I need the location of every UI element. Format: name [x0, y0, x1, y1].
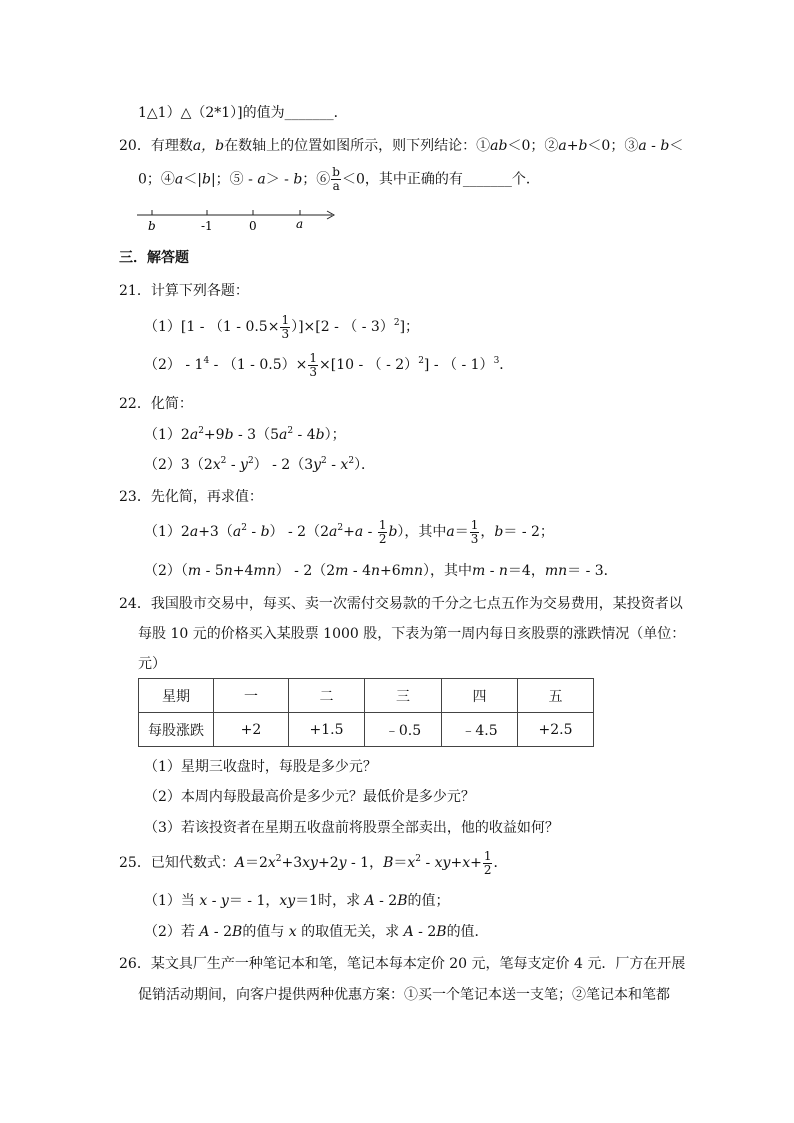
t: ＝4， — [507, 563, 545, 579]
v-a: a — [189, 524, 199, 540]
t: ），其中 — [422, 563, 472, 579]
v-a: a — [328, 524, 338, 540]
exponent: 2 — [241, 523, 247, 533]
v: A — [364, 893, 375, 909]
q21-text: ]； — [399, 319, 420, 335]
q22-part2 — [144, 455, 375, 475]
t: ＝ - 2； — [503, 524, 554, 540]
q20-text: ＜0；② — [507, 138, 559, 154]
v: m — [335, 563, 349, 579]
q20-var: a — [638, 138, 647, 154]
label-zero: 0 — [249, 219, 257, 233]
q19-text: 1△1）△（2*1）]的值为 — [138, 105, 285, 121]
q20-var: a — [257, 171, 266, 188]
q20-var: b — [293, 171, 303, 188]
v: x — [407, 855, 416, 871]
q20-var: a — [174, 171, 184, 188]
t: 的值． — [446, 924, 489, 940]
section-heading: 三．解答题 — [119, 250, 189, 266]
q21-text: - （1 - 0.5）× — [209, 357, 308, 373]
frac-den: 2 — [483, 862, 492, 877]
t: - 1， — [346, 855, 384, 871]
v: B — [383, 855, 394, 871]
v: x — [340, 457, 349, 473]
q21-frac1 — [280, 314, 290, 341]
v: A — [234, 855, 245, 871]
q20-var: ab — [490, 138, 508, 154]
label-a: a — [296, 217, 304, 231]
v-a: a — [354, 524, 364, 540]
q21-text: ． — [499, 357, 514, 373]
v: m — [187, 563, 202, 579]
number-line — [135, 202, 345, 242]
label-neg1: -1 — [201, 219, 213, 233]
q20-line1 — [119, 136, 683, 156]
q19-end: ． — [333, 105, 348, 121]
t: - — [485, 563, 499, 579]
exponent: 2 — [348, 456, 355, 466]
t: +9 — [203, 427, 225, 443]
t: 的值； — [407, 893, 450, 909]
t: - 2 — [209, 924, 233, 940]
q20-line2 — [138, 166, 540, 193]
t: - 2 — [374, 893, 398, 909]
v: a — [278, 427, 288, 443]
t: ） - 2（3 — [253, 457, 314, 473]
table-cell: ﹣0.5 — [365, 713, 442, 747]
v: A — [403, 924, 414, 940]
t: ， — [480, 524, 495, 540]
t: - — [226, 457, 241, 473]
v-b: b — [260, 524, 270, 540]
q24-sub3: （3）若该投资者在星期五收盘前将股票全部卖出，他的收益如何？ — [144, 820, 559, 836]
v: a — [189, 427, 199, 443]
t: ） - 2（2 — [269, 524, 329, 540]
q24-line2: 每股 10 元的价格买入某股票 1000 股，下表为第一周内每日亥股票的涨跌情况（单位： — [138, 626, 686, 642]
q20-number: 20． — [119, 138, 151, 154]
frac-num: 1 — [378, 517, 387, 532]
t: 的取值无关，求 — [296, 924, 404, 940]
frac-den: 3 — [470, 531, 479, 546]
t: +3 — [281, 855, 303, 871]
frac-num: 1 — [483, 848, 492, 863]
t: - 3（5 — [233, 427, 279, 443]
frac-num: 1 — [470, 517, 479, 532]
v: n — [498, 563, 508, 579]
t: - — [326, 457, 341, 473]
q24-sub2: （2）本周内每股最高价是多少元？最低价是多少元？ — [144, 789, 475, 805]
label-b: b — [148, 219, 156, 233]
t: +3（ — [198, 524, 233, 540]
t: ． — [493, 855, 508, 871]
q19-line — [138, 103, 348, 123]
v: b — [224, 427, 234, 443]
t: （2）若 — [144, 924, 200, 940]
q21-part2 — [144, 350, 513, 380]
table-cell: ﹣4.5 — [442, 713, 518, 747]
q24-sub1: （1）星期三收盘时，每股是多少元？ — [144, 759, 377, 775]
v-b: b — [494, 524, 504, 540]
q20-text: ＜0，其中正确的有 — [341, 171, 463, 188]
v: n — [223, 563, 233, 579]
q20-text: |；⑤ - — [210, 171, 258, 188]
t: ＝ - 3． — [567, 563, 618, 579]
t: ）． — [354, 457, 376, 473]
v: x — [288, 924, 297, 940]
q25-frac — [483, 850, 493, 877]
exponent: 2 — [220, 456, 227, 466]
v: mn — [544, 563, 568, 579]
q21-text: ×[10 - （ - 2） — [319, 357, 419, 373]
t: ），其中 — [397, 524, 447, 540]
v: xy — [279, 893, 296, 909]
table-row — [139, 713, 594, 747]
exponent: 2 — [287, 426, 294, 436]
t: - — [207, 893, 221, 909]
q23-frac2 — [470, 519, 480, 546]
t: + — [343, 524, 355, 540]
table-cell: +2.5 — [518, 713, 594, 747]
frac-den: 3 — [281, 326, 290, 341]
q24-line1: 24．我国股市交易中，每买、卖一次需付交易款的千分之七点五作为交易费用，某投资者以 — [119, 596, 683, 612]
q26-line2: 促销活动期间，向客户提供两种优惠方案：①买一个笔记本送一支笔；②笔记本和笔都 — [138, 987, 670, 1003]
q23-title: 23．先化简，再求值： — [119, 489, 263, 505]
q23-part2 — [144, 561, 618, 581]
exponent: 2 — [393, 318, 400, 328]
v: y — [240, 457, 248, 473]
v: m — [471, 563, 486, 579]
v: x — [199, 893, 208, 909]
table-cell: 星期 — [139, 679, 214, 713]
frac-den: a — [332, 179, 340, 193]
frac-num: 1 — [281, 312, 290, 327]
q21-text: ] - （ - 1） — [423, 357, 494, 373]
table-cell: 每股涨跌 — [139, 713, 214, 747]
exponent: 2 — [275, 854, 282, 864]
table-cell: 五 — [518, 679, 594, 713]
t: +2 — [317, 855, 339, 871]
q20-var: a+b — [558, 138, 588, 154]
frac-den: 2 — [378, 531, 387, 546]
q22-title: 22．化简： — [119, 396, 193, 412]
q19-blank: _______ — [284, 105, 334, 121]
q20-fraction — [331, 166, 341, 193]
t: - — [363, 524, 377, 540]
t: （2）（ — [144, 563, 188, 579]
v: y — [220, 893, 229, 909]
v: mn — [400, 563, 423, 579]
table-cell: 二 — [289, 679, 365, 713]
t: ＝ - 1， — [228, 893, 280, 909]
t: - 4 — [293, 427, 316, 443]
t: ＝ — [393, 855, 408, 871]
v: x — [267, 855, 276, 871]
t: ）； — [324, 427, 346, 443]
q20-text: ；⑥ — [302, 171, 331, 188]
exponent: 2 — [415, 854, 422, 864]
t: - — [246, 524, 261, 540]
exponent: 2 — [418, 356, 424, 366]
q20-text: ＜| — [183, 171, 202, 188]
q21-text: （2） - 1 — [144, 357, 204, 373]
t: +4 — [232, 563, 254, 579]
t: （1）2 — [144, 427, 190, 443]
q21-frac2 — [308, 352, 318, 379]
v-b: b — [388, 524, 398, 540]
v: b — [315, 427, 325, 443]
v: y — [313, 457, 322, 473]
t: （1）当 — [144, 893, 200, 909]
exponent: 4 — [203, 356, 210, 366]
t: - 5 — [201, 563, 224, 579]
v: B — [436, 924, 447, 940]
exponent: 2 — [321, 456, 327, 466]
frac-den: 3 — [309, 364, 317, 379]
q23-frac1 — [378, 519, 388, 546]
v-a: a — [232, 524, 242, 540]
frac-num: 1 — [309, 350, 317, 365]
q20-text: 0；④ — [138, 171, 175, 188]
table-cell: 四 — [442, 679, 518, 713]
t: （2）3（2 — [144, 457, 213, 473]
exponent: 2 — [337, 523, 344, 533]
q21-part1 — [144, 312, 419, 342]
t: - 4 — [348, 563, 371, 579]
stock-table — [138, 678, 594, 747]
v: mn — [253, 563, 276, 579]
v: x — [212, 457, 221, 473]
v-a: a — [446, 524, 455, 540]
t: ＝2 — [244, 855, 268, 871]
t: （1）2 — [144, 524, 190, 540]
q23-part1 — [144, 516, 554, 548]
v: y — [338, 855, 347, 871]
exponent: 2 — [198, 426, 204, 436]
table-header-row — [139, 679, 594, 713]
t: ＝1时，求 — [295, 893, 365, 909]
q25-title — [119, 848, 507, 878]
v: A — [199, 924, 210, 940]
v: B — [232, 924, 243, 940]
table-cell: 一 — [214, 679, 289, 713]
q20-end: 个． — [511, 171, 540, 188]
q20-blank: _______ — [462, 171, 512, 188]
v: B — [397, 893, 408, 909]
q20-text: - — [646, 138, 661, 154]
t: ＝ — [454, 524, 469, 540]
q26-line1: 26．某文具厂生产一种笔记本和笔，笔记本每本定价 20 元，笔每支定价 4 元．厂方在开展 — [119, 956, 686, 972]
exponent: 2 — [247, 456, 254, 466]
v: xy — [434, 855, 451, 871]
t: - 2 — [413, 924, 437, 940]
q25-sub2 — [144, 922, 489, 942]
table-cell: +2 — [214, 713, 289, 747]
t: + — [470, 855, 482, 871]
v: n — [371, 563, 381, 579]
q20-text: ＜0；③ — [587, 138, 639, 154]
q20-text: 有理数 — [150, 138, 193, 154]
q20-var: b — [660, 138, 670, 154]
exponent: 3 — [493, 356, 500, 366]
t: 25．已知代数式： — [119, 855, 235, 871]
q21-text: ）]×[2 - （ - 3） — [291, 319, 394, 335]
t: 的值与 — [242, 924, 289, 940]
q20-text: 在数轴上的位置如图所示，则下列结论：① — [224, 138, 491, 154]
t: ） - 2（2 — [275, 563, 336, 579]
q22-part1 — [144, 425, 346, 445]
t: +6 — [380, 563, 401, 579]
t: - — [421, 855, 435, 871]
v: xy — [302, 855, 318, 871]
q24-line3: 元） — [138, 656, 166, 672]
q25-sub1 — [144, 891, 450, 911]
q20-text: ＜ — [669, 138, 684, 154]
frac-num: b — [332, 165, 340, 179]
table-cell: 三 — [365, 679, 442, 713]
q21-title: 21．计算下列各题： — [119, 283, 249, 299]
v: x — [462, 855, 471, 871]
t: + — [450, 855, 463, 871]
q20-text: ＞ - — [265, 171, 294, 188]
q21-text: （1）[1 - （1 - 0.5× — [144, 319, 280, 335]
q20-vars: a，b — [192, 138, 225, 154]
q20-var: b — [202, 171, 211, 188]
table-cell: +1.5 — [289, 713, 365, 747]
